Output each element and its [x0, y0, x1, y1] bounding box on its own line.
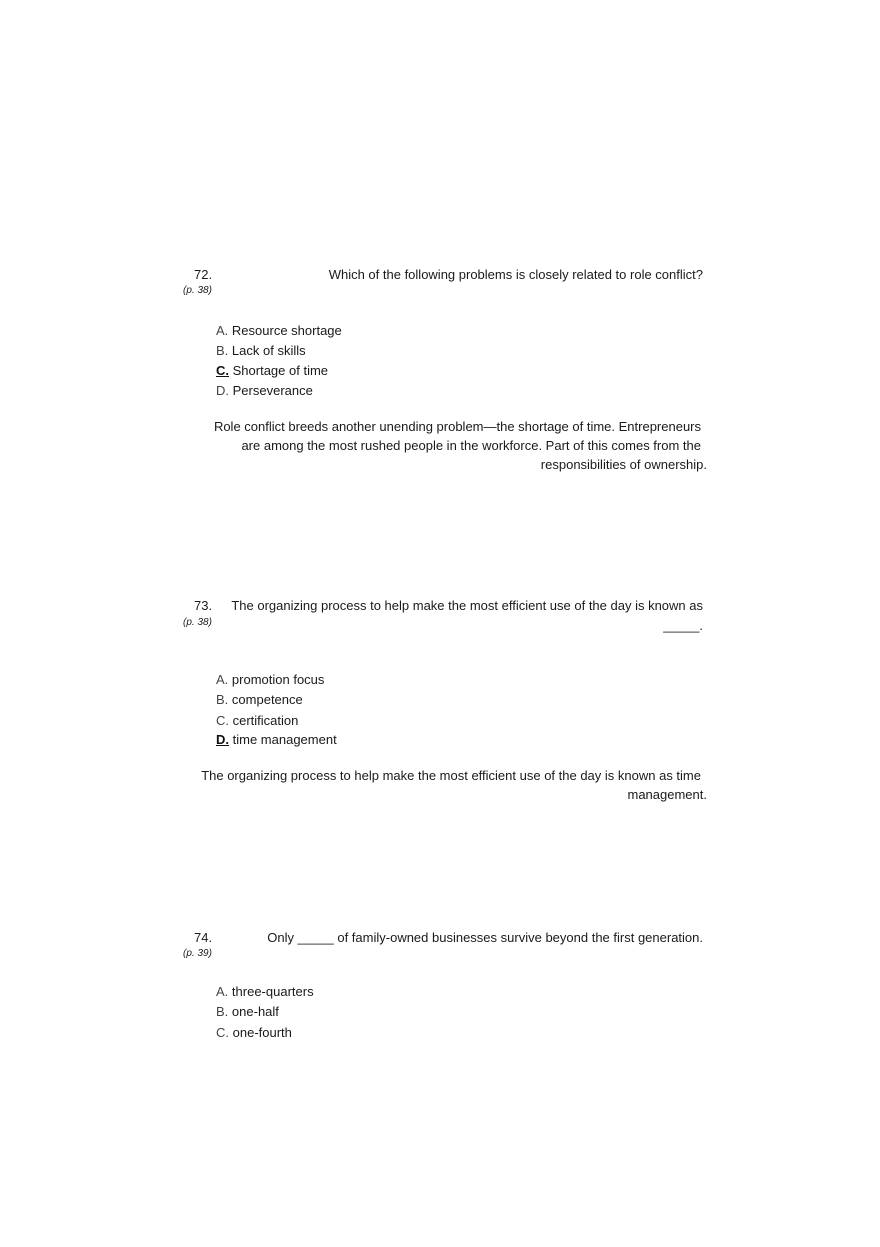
choice-d-correct [216, 732, 337, 747]
choice-text: Perseverance [232, 383, 313, 398]
choice-c [216, 1025, 292, 1040]
question-text: Which of the following problems is closely related to role conflict? [328, 267, 703, 282]
choice-a [216, 323, 342, 338]
explanation-line: management. [627, 787, 707, 802]
choice-text: Shortage of time [232, 363, 329, 378]
choice-letter: A. [216, 672, 229, 687]
choice-letter: D. [216, 732, 229, 747]
explanation [190, 766, 707, 804]
choice-letter: B. [216, 1004, 229, 1019]
choice-letter: C. [216, 713, 229, 728]
choice-text: time management [232, 732, 337, 747]
question-text-line: _____. [663, 618, 703, 633]
choice-text: one-fourth [232, 1025, 292, 1040]
question-text [230, 596, 703, 636]
choice-a [216, 984, 314, 999]
choice-text: competence [231, 692, 303, 707]
question-number: 72. [194, 267, 213, 282]
explanation-line: Role conflict breeds another unending problem—the shortage of time. Entrepreneurs [213, 419, 701, 434]
choice-letter: B. [216, 692, 229, 707]
choice-letter: B. [216, 343, 229, 358]
choice-b [216, 692, 303, 707]
explanation-line: The organizing process to help make the most efficient use of the day is known as time [201, 768, 701, 783]
question-text: Only _____ of family-owned businesses survive beyond the first generation. [267, 930, 703, 945]
choice-text: promotion focus [231, 672, 325, 687]
choice-text: three-quarters [231, 984, 314, 999]
question-number: 74. [194, 930, 213, 945]
explanation-line: are among the most rushed people in the workforce. Part of this comes from the [241, 438, 701, 453]
choice-letter: A. [216, 984, 229, 999]
choice-letter: D. [216, 383, 229, 398]
question-number: 73. [194, 598, 213, 613]
choice-text: Lack of skills [231, 343, 306, 358]
explanation [200, 417, 707, 474]
choice-letter: C. [216, 363, 229, 378]
choice-text: certification [232, 713, 299, 728]
choice-c-correct [216, 363, 328, 378]
choice-text: Resource shortage [231, 323, 342, 338]
choice-text: one-half [231, 1004, 279, 1019]
page-reference: (p. 38) [183, 285, 212, 296]
choice-c [216, 713, 298, 728]
choice-b [216, 1004, 279, 1019]
explanation-line: responsibilities of ownership. [540, 457, 707, 472]
choice-letter: C. [216, 1025, 229, 1040]
page-reference: (p. 39) [183, 948, 212, 959]
choice-d [216, 383, 313, 398]
choice-a [216, 672, 324, 687]
page-reference: (p. 38) [183, 617, 212, 628]
question-text-line: The organizing process to help make the most efficient use of the day is known as [231, 598, 703, 613]
choice-b [216, 343, 306, 358]
choice-letter: A. [216, 323, 229, 338]
